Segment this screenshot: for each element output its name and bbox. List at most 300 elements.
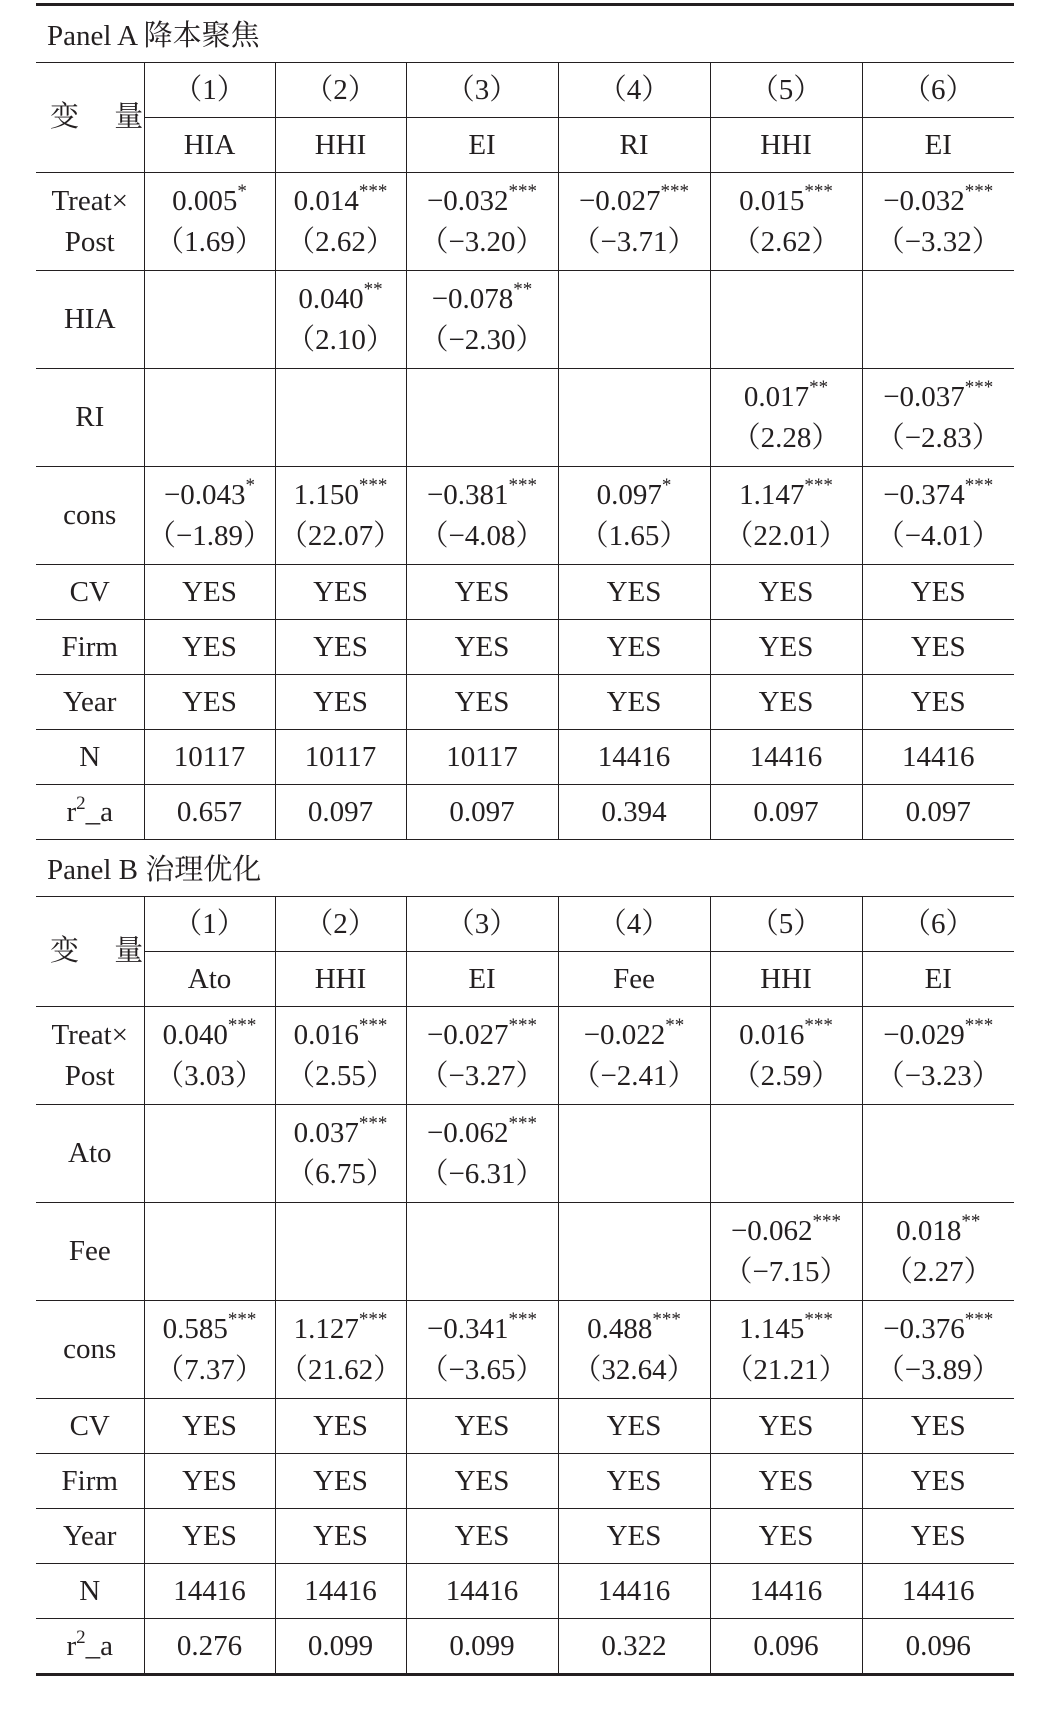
value-cell: 14416 [558,1564,710,1619]
coefficient-cell [406,369,558,467]
coefficient-line [145,1309,275,1350]
t-statistic: （7.37） [155,1353,264,1386]
coefficient-line [276,181,406,222]
row-label-line: Post [64,1059,115,1092]
coefficient-cell [275,1007,406,1105]
value-cell: YES [710,565,862,620]
value-cell: YES [406,1399,558,1454]
t-statistic: （1.65） [579,519,689,552]
coefficient-cell [144,1007,275,1105]
significance-stars: ** [961,1210,981,1232]
header-row-numbers [36,63,1014,118]
significance-stars: *** [358,1308,388,1330]
significance-stars: *** [227,1308,257,1330]
coefficient-cell [862,1203,1014,1301]
row-label [36,1301,144,1399]
t-statistic: （2.62） [731,225,841,258]
coefficient-cell [558,173,710,271]
coefficient-line [559,181,710,222]
coefficient-cell [862,271,1014,369]
t-statistic: （2.27） [883,1255,993,1288]
value-cell: YES [275,1399,406,1454]
coefficient-line [276,1309,406,1350]
row-label: CV [36,565,144,620]
dependent-variable: EI [862,118,1014,173]
t-statistic: （1.69） [155,225,264,258]
value-cell: 10117 [144,730,275,785]
coefficient-cell [144,1203,275,1301]
control-row [36,1564,1014,1619]
coefficient-cell [862,369,1014,467]
value-cell: 14416 [275,1564,406,1619]
value-cell: YES [275,620,406,675]
row-label-line: Fee [68,1235,111,1267]
coefficient-line [711,377,862,418]
column-number: （4） [558,897,710,952]
control-row [36,675,1014,730]
value-cell: YES [710,1454,862,1509]
coefficient-line [863,377,1015,418]
dependent-variable: RI [558,118,710,173]
significance-stars: *** [508,1308,538,1330]
coefficient-value: 0.037 [293,1116,359,1149]
row-label-line: Treat× [51,184,128,217]
row-label [36,173,144,271]
value-cell: 0.394 [558,785,710,840]
coefficient-line [863,181,1015,222]
coefficient-row [36,173,1014,271]
coefficient-line [863,1309,1015,1350]
coefficient-cell [275,1301,406,1399]
coefficient-cell [275,173,406,271]
value-cell: 0.097 [406,785,558,840]
r2-row [36,1619,1014,1675]
coefficient-line [145,475,275,516]
coefficient-line [407,279,558,320]
row-label: CV [36,1399,144,1454]
coefficient-value: 0.585 [162,1312,228,1345]
row-label: Year [36,675,144,730]
coefficient-value: −0.062 [426,1116,509,1149]
row-label: N [36,1564,144,1619]
coefficient-cell [558,271,710,369]
coefficient-line [559,1309,710,1350]
column-number: （5） [710,63,862,118]
coefficient-line [276,1113,406,1154]
control-row [36,730,1014,785]
row-label [36,1105,144,1203]
coefficient-cell [558,1203,710,1301]
r2-superscript: 2 [76,1626,86,1648]
significance-stars: *** [358,180,388,202]
significance-stars: *** [358,474,388,496]
coefficient-cell [862,1105,1014,1203]
coefficient-value: −0.341 [426,1312,509,1345]
dependent-variable: Fee [558,952,710,1007]
t-statistic: （−3.65） [419,1353,545,1386]
significance-stars: *** [804,1014,833,1036]
coefficient-value: −0.062 [730,1214,813,1247]
variable-header: 变 量 [36,897,144,1007]
significance-stars: * [661,474,672,496]
t-statistic: （21.21） [724,1353,848,1386]
row-label [36,1203,144,1301]
significance-stars: *** [964,1014,994,1036]
coefficient-cell [406,1203,558,1301]
panel-a-title: Panel A 降本聚焦 [47,20,260,52]
coefficient-value: −0.037 [883,380,965,413]
coefficient-value: 1.147 [739,478,805,511]
coefficient-cell [558,1007,710,1105]
significance-stars: *** [964,1308,994,1330]
significance-stars: ** [513,278,533,300]
column-number: （3） [406,897,558,952]
coefficient-value: −0.078 [431,282,514,315]
t-statistic: （−7.15） [723,1255,849,1288]
r2-base: r [66,1629,77,1662]
value-cell: YES [862,1399,1014,1454]
coefficient-cell [558,1105,710,1203]
significance-stars: *** [358,1014,388,1036]
coefficient-value: −0.027 [578,184,661,217]
coefficient-cell [862,1301,1014,1399]
column-number: （1） [144,897,275,952]
coefficient-value: 0.040 [298,282,364,315]
coefficient-row [36,1007,1014,1105]
t-statistic: （2.10） [286,323,395,356]
t-statistic: （−3.27） [419,1059,545,1092]
value-cell: 0.097 [710,785,862,840]
value-cell: 0.657 [144,785,275,840]
t-statistic: （2.55） [286,1059,395,1092]
coefficient-cell [558,467,710,565]
coefficient-row [36,369,1014,467]
value-cell: 10117 [406,730,558,785]
coefficient-cell [144,1105,275,1203]
column-number: （5） [710,897,862,952]
value-cell: YES [275,565,406,620]
row-label [36,271,144,369]
panel-a-table [36,62,1014,840]
coefficient-row [36,1301,1014,1399]
header-row-dependent-vars [36,952,1014,1007]
coefficient-value: −0.381 [426,478,509,511]
value-cell: YES [406,1454,558,1509]
significance-stars: *** [652,1308,681,1330]
column-number: （2） [275,897,406,952]
value-cell: YES [144,1399,275,1454]
value-cell: YES [275,1454,406,1509]
coefficient-value: 0.040 [162,1018,228,1051]
coefficient-value: 0.005 [172,184,238,217]
t-statistic: （−2.41） [571,1059,697,1092]
value-cell: 14416 [710,730,862,785]
value-cell: 0.322 [558,1619,710,1675]
row-label [36,785,144,840]
coefficient-cell [275,369,406,467]
coefficient-cell [558,369,710,467]
coefficient-cell [275,467,406,565]
value-cell: YES [558,1454,710,1509]
significance-stars: *** [508,1112,538,1134]
t-statistic: （−3.89） [875,1353,1001,1386]
coefficient-line [711,475,862,516]
value-cell: 0.099 [275,1619,406,1675]
significance-stars: *** [804,1308,833,1330]
coefficient-cell [710,1203,862,1301]
significance-stars: *** [964,180,994,202]
t-statistic: （−3.71） [571,225,697,258]
coefficient-cell [406,467,558,565]
coefficient-line [145,1015,275,1056]
significance-stars: ** [809,376,829,398]
row-label: Year [36,1509,144,1564]
coefficient-line [559,1015,710,1056]
coefficient-line [407,181,558,222]
coefficient-row [36,1105,1014,1203]
value-cell: YES [710,1399,862,1454]
coefficient-cell [144,173,275,271]
value-cell: YES [862,565,1014,620]
t-statistic: （−3.20） [419,225,545,258]
coefficient-value: 1.127 [293,1312,359,1345]
significance-stars: *** [227,1014,257,1036]
control-row [36,620,1014,675]
column-number: （2） [275,63,406,118]
dependent-variable: HIA [144,118,275,173]
row-label: N [36,730,144,785]
value-cell: 14416 [144,1564,275,1619]
t-statistic: （2.28） [731,421,841,454]
coefficient-value: 1.150 [293,478,359,511]
column-number: （3） [406,63,558,118]
significance-stars: ** [363,278,383,300]
t-statistic: （−4.08） [419,519,545,552]
r2-row [36,785,1014,840]
value-cell: YES [558,1509,710,1564]
value-cell: 14416 [862,730,1014,785]
significance-stars: * [237,180,247,202]
coefficient-cell [862,1007,1014,1105]
value-cell: YES [144,565,275,620]
value-cell: 0.097 [275,785,406,840]
coefficient-cell [275,271,406,369]
row-label: Firm [36,1454,144,1509]
coefficient-value: −0.032 [426,184,509,217]
r2-superscript: 2 [76,792,86,814]
value-cell: YES [710,675,862,730]
panel-b-title: Panel B 治理优化 [47,854,262,886]
coefficient-cell [144,1301,275,1399]
value-cell: 0.276 [144,1619,275,1675]
coefficient-line [711,1015,862,1056]
value-cell: 0.096 [862,1619,1014,1675]
coefficient-line [407,1309,558,1350]
significance-stars: *** [508,180,538,202]
coefficient-value: −0.027 [426,1018,509,1051]
control-row [36,1454,1014,1509]
value-cell: YES [862,675,1014,730]
coefficient-cell [710,173,862,271]
control-row [36,1399,1014,1454]
row-label-line: Treat× [51,1018,128,1051]
coefficient-value: −0.029 [883,1018,965,1051]
value-cell: YES [144,1509,275,1564]
significance-stars: *** [508,474,538,496]
value-cell: 14416 [406,1564,558,1619]
coefficient-line [863,475,1015,516]
row-label-line: Post [64,225,115,258]
dependent-variable: EI [862,952,1014,1007]
dependent-variable: HHI [710,118,862,173]
value-cell: YES [558,1399,710,1454]
coefficient-value: 0.488 [587,1312,653,1345]
coefficient-cell [275,1203,406,1301]
coefficient-line [711,1309,862,1350]
control-row [36,1509,1014,1564]
coefficient-line [559,475,710,516]
t-statistic: （22.07） [278,519,403,552]
significance-stars: *** [812,1210,842,1232]
dependent-variable: HHI [275,952,406,1007]
header-row-dependent-vars [36,118,1014,173]
coefficient-cell [710,1007,862,1105]
coefficient-row [36,271,1014,369]
t-statistic: （−6.31） [419,1157,545,1190]
t-statistic: （3.03） [155,1059,264,1092]
significance-stars: *** [964,376,994,398]
row-label [36,467,144,565]
significance-stars: *** [358,1112,388,1134]
value-cell: YES [558,675,710,730]
t-statistic: （22.01） [724,519,848,552]
t-statistic: （−3.32） [875,225,1001,258]
row-label [36,369,144,467]
coefficient-row [36,1203,1014,1301]
row-label [36,1007,144,1105]
row-label-line: cons [63,1333,117,1365]
coefficient-cell [710,1105,862,1203]
coefficient-line [863,1015,1015,1056]
column-number: （6） [862,63,1014,118]
column-number: （4） [558,63,710,118]
value-cell: YES [406,565,558,620]
coefficient-cell [710,1301,862,1399]
r2-suffix: _a [85,795,114,828]
value-cell: YES [144,620,275,675]
coefficient-cell [710,467,862,565]
value-cell: YES [144,675,275,730]
row-label-line: HIA [63,303,116,335]
coefficient-value: 0.017 [743,380,810,413]
value-cell: 14416 [710,1564,862,1619]
dependent-variable: EI [406,952,558,1007]
coefficient-cell [406,1301,558,1399]
coefficient-value: −0.376 [883,1312,965,1345]
coefficient-value: 0.016 [293,1018,359,1051]
coefficient-cell [406,1007,558,1105]
value-cell: YES [558,565,710,620]
coefficient-cell [710,271,862,369]
row-label [36,1619,144,1675]
value-cell: 14416 [558,730,710,785]
value-cell: YES [275,675,406,730]
variable-header: 变 量 [36,63,144,173]
coefficient-line [407,1015,558,1056]
value-cell: YES [406,620,558,675]
regression-table-page [36,0,1014,1676]
coefficient-line [711,1211,862,1252]
coefficient-value: −0.022 [583,1018,666,1051]
coefficient-value: 0.018 [896,1214,962,1247]
value-cell: 14416 [862,1564,1014,1619]
coefficient-value: 0.097 [596,478,662,511]
coefficient-cell [862,467,1014,565]
value-cell: YES [275,1509,406,1564]
t-statistic: （32.64） [572,1353,696,1386]
column-number: （1） [144,63,275,118]
value-cell: YES [862,620,1014,675]
coefficient-line [711,181,862,222]
t-statistic: （2.62） [286,225,395,258]
row-label-line: RI [75,401,105,433]
dependent-variable: EI [406,118,558,173]
r2-suffix: _a [85,1629,114,1662]
significance-stars: * [245,474,256,496]
dependent-variable: Ato [144,952,275,1007]
value-cell: YES [406,1509,558,1564]
coefficient-row [36,467,1014,565]
coefficient-value: −0.032 [883,184,965,217]
panel-b-table [36,896,1014,1676]
value-cell: YES [406,675,558,730]
coefficient-line [407,475,558,516]
significance-stars: *** [964,474,994,496]
header-row-numbers [36,897,1014,952]
coefficient-line [407,1113,558,1154]
control-row [36,565,1014,620]
coefficient-cell [406,1105,558,1203]
t-statistic: （−2.83） [875,421,1001,454]
coefficient-cell [144,369,275,467]
coefficient-cell [862,173,1014,271]
column-number: （6） [862,897,1014,952]
t-statistic: （−3.23） [875,1059,1001,1092]
dependent-variable: HHI [275,118,406,173]
t-statistic: （−2.30） [419,323,545,356]
significance-stars: *** [804,180,833,202]
coefficient-value: 1.145 [739,1312,805,1345]
significance-stars: ** [665,1014,685,1036]
significance-stars: *** [660,180,690,202]
value-cell: 0.099 [406,1619,558,1675]
coefficient-cell [406,173,558,271]
coefficient-cell [275,1105,406,1203]
dependent-variable: HHI [710,952,862,1007]
coefficient-line [145,181,275,222]
value-cell: 0.097 [862,785,1014,840]
t-statistic: （−4.01） [875,519,1001,552]
coefficient-cell [406,271,558,369]
value-cell: YES [144,1454,275,1509]
row-label: Firm [36,620,144,675]
significance-stars: *** [804,474,833,496]
value-cell: YES [558,620,710,675]
coefficient-value: −0.374 [883,478,965,511]
value-cell: YES [710,620,862,675]
value-cell: YES [862,1509,1014,1564]
coefficient-value: −0.043 [163,478,246,511]
